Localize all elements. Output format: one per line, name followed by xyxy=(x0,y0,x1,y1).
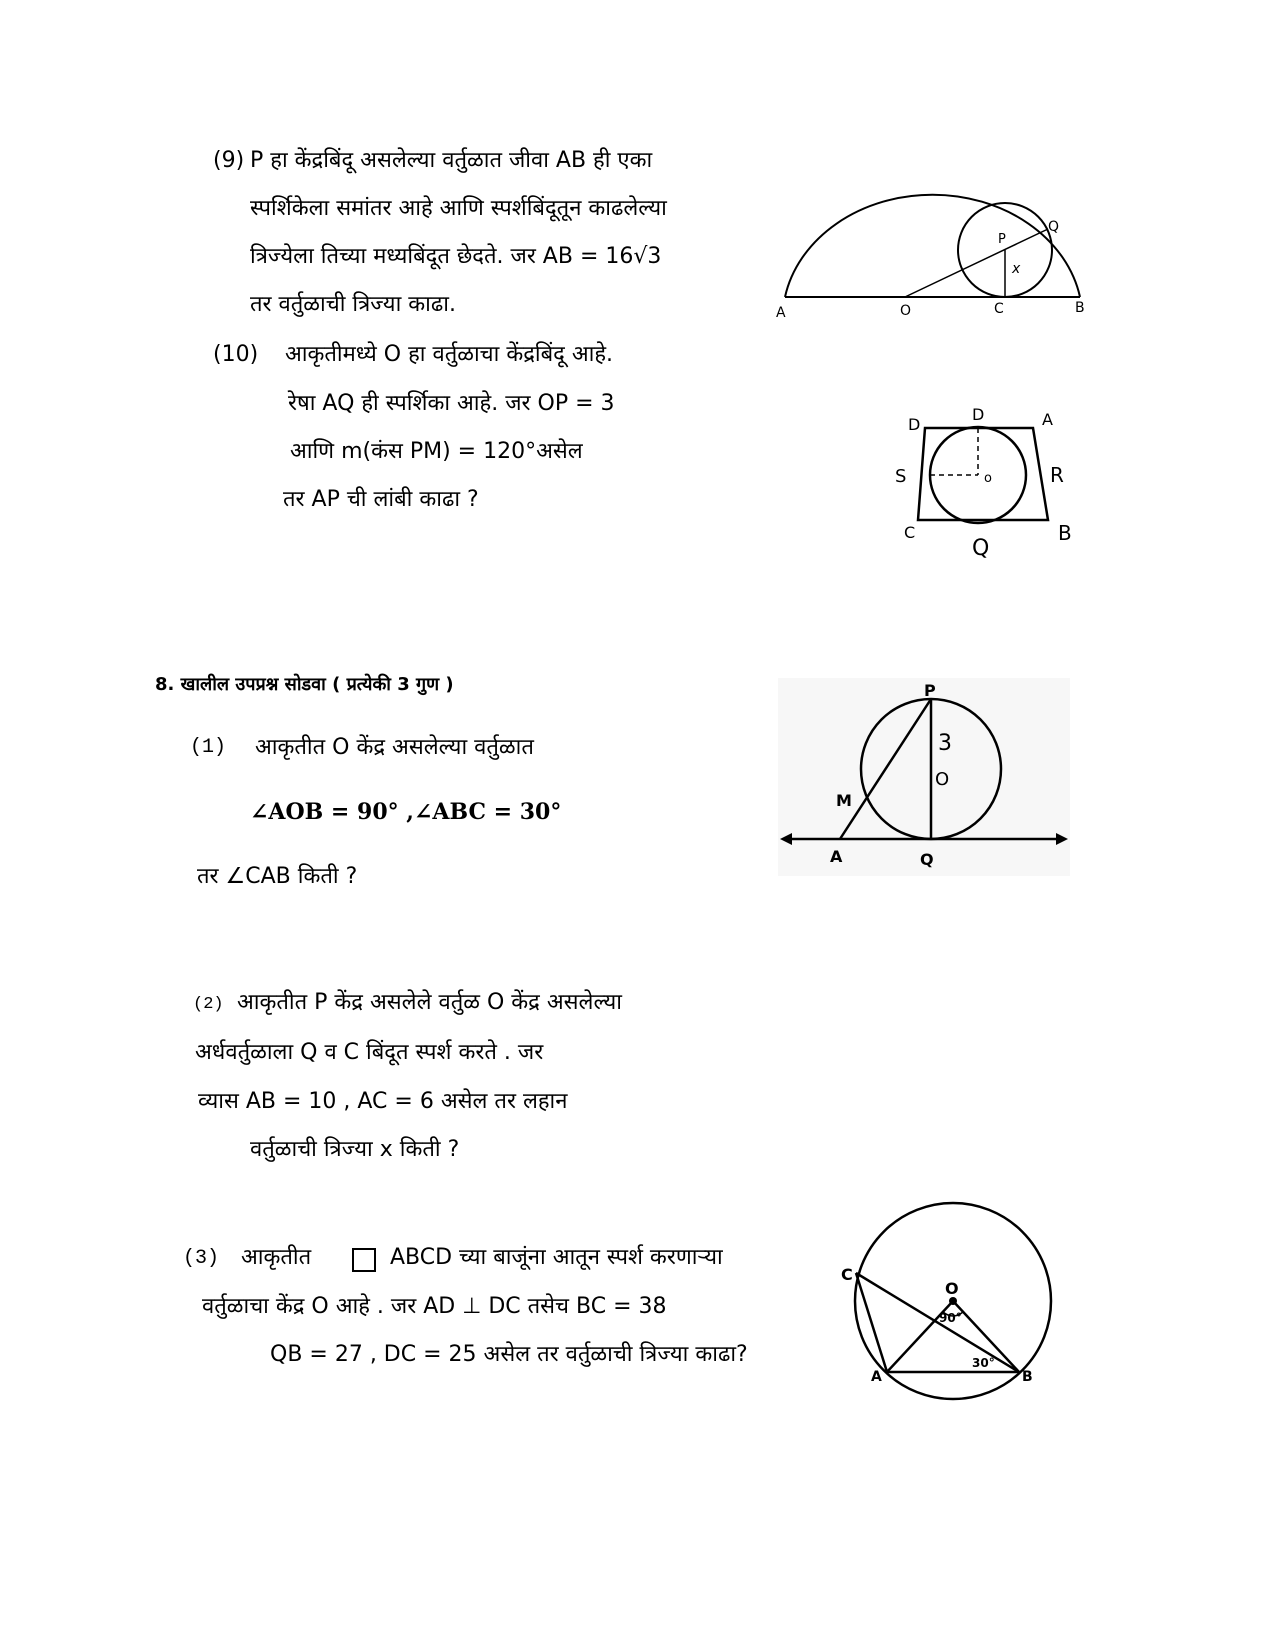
s1-label-a: A xyxy=(830,847,843,866)
s3-label-b: B xyxy=(1022,1369,1033,1385)
q10-label-c: C xyxy=(904,523,916,542)
s1-label-p: P xyxy=(924,681,936,700)
q10-label-o: o xyxy=(984,471,992,486)
q9-line-2: स्पर्शिकेला समांतर आहे आणि स्पर्शबिंदूतून काढलेल्या xyxy=(250,196,667,221)
q10-label-a: A xyxy=(1042,410,1053,429)
q9-line-4: तर वर्तुळाची त्रिज्या काढा. xyxy=(250,292,456,317)
s2-line-2: अर्धवर्तुळाला Q व C बिंदूत स्पर्श करते . जर xyxy=(195,1040,544,1065)
q10-figure xyxy=(880,400,1080,560)
s2-line-1: आकृतीत P केंद्र असलेले वर्तुळ O केंद्र असलेल्या xyxy=(237,990,622,1015)
s3-number: (3) xyxy=(183,1247,220,1270)
q9-line-1: P हा केंद्रबिंदू असलेल्या वर्तुळात जीवा AB ही एका xyxy=(250,148,653,173)
section-8-heading: 8. खालील उपप्रश्न सोडवा ( प्रत्येकी 3 गुण ) xyxy=(155,674,454,695)
q9-label-o: O xyxy=(900,303,912,319)
q10-label-r: R xyxy=(1050,463,1064,487)
s1-line-2: ∠AOB = 90° ,∠ABC = 30° xyxy=(250,799,562,825)
q9-number: (9) xyxy=(213,148,245,173)
s1-line-1: आकृतीत O केंद्र असलेल्या वर्तुळात xyxy=(255,735,534,760)
q9-line-3: त्रिज्येला तिच्या मध्यबिंदूत छेदते. जर AB = 16√3 xyxy=(250,244,662,269)
s1-line-3: तर ∠CAB किती ? xyxy=(197,864,358,889)
q10-label-d2: D xyxy=(972,405,985,424)
s3-figure xyxy=(835,1198,1060,1403)
s2-line-3: व्यास AB = 10 , AC = 6 असेल तर लहान xyxy=(198,1089,568,1114)
s1-label-o: O xyxy=(935,769,950,790)
s3-line-3: QB = 27 , DC = 25 असेल तर वर्तुळाची त्रिज्या काढा? xyxy=(270,1342,748,1367)
s2-line-4: वर्तुळाची त्रिज्या x किती ? xyxy=(250,1137,460,1162)
q9-label-b: B xyxy=(1075,300,1085,316)
s1-number: (1) xyxy=(190,736,227,759)
q10-label-q: Q xyxy=(972,536,990,560)
s1-label-3: 3 xyxy=(938,731,952,756)
s3-label-angle2: 30° xyxy=(972,1356,995,1370)
q9-label-c: C xyxy=(994,301,1004,317)
q9-label-p: P xyxy=(998,232,1006,247)
s3-line-1a: आकृतीत xyxy=(241,1245,312,1270)
s3-label-c: C xyxy=(841,1265,853,1284)
s3-label-o: O xyxy=(945,1279,959,1298)
q10-line-2: रेषा AQ ही स्पर्शिका आहे. जर OP = 3 xyxy=(288,391,615,416)
s3-line-1b: ABCD च्या बाजूंना आतून स्पर्श करणाऱ्या xyxy=(390,1245,723,1270)
q9-label-q: Q xyxy=(1048,219,1060,235)
q10-label-b: B xyxy=(1058,521,1072,545)
s2-number: (2) xyxy=(193,995,224,1014)
q10-number: (10) xyxy=(213,342,259,367)
s3-label-angle: 90° xyxy=(939,1311,962,1325)
q9-label-x: x xyxy=(1012,261,1021,277)
s1-figure xyxy=(778,678,1070,876)
q9-label-a: A xyxy=(776,305,786,321)
quadrilateral-icon xyxy=(352,1248,376,1272)
q9-figure xyxy=(770,165,1100,325)
q10-line-4: तर AP ची लांबी काढा ? xyxy=(283,487,479,512)
s1-label-q: Q xyxy=(920,850,934,869)
q10-label-s: S xyxy=(895,466,907,487)
s3-line-2: वर्तुळाचा केंद्र O आहे . जर AD ⊥ DC तसेच BC = 38 xyxy=(202,1294,667,1319)
q10-label-d1: D xyxy=(908,415,921,434)
s1-label-m: M xyxy=(836,791,852,810)
q10-line-3: आणि m(कंस PM) = 120°असेल xyxy=(290,439,583,464)
s3-label-a: A xyxy=(871,1369,882,1385)
q10-line-1: आकृतीमध्ये O हा वर्तुळाचा केंद्रबिंदू आहे. xyxy=(285,342,614,367)
